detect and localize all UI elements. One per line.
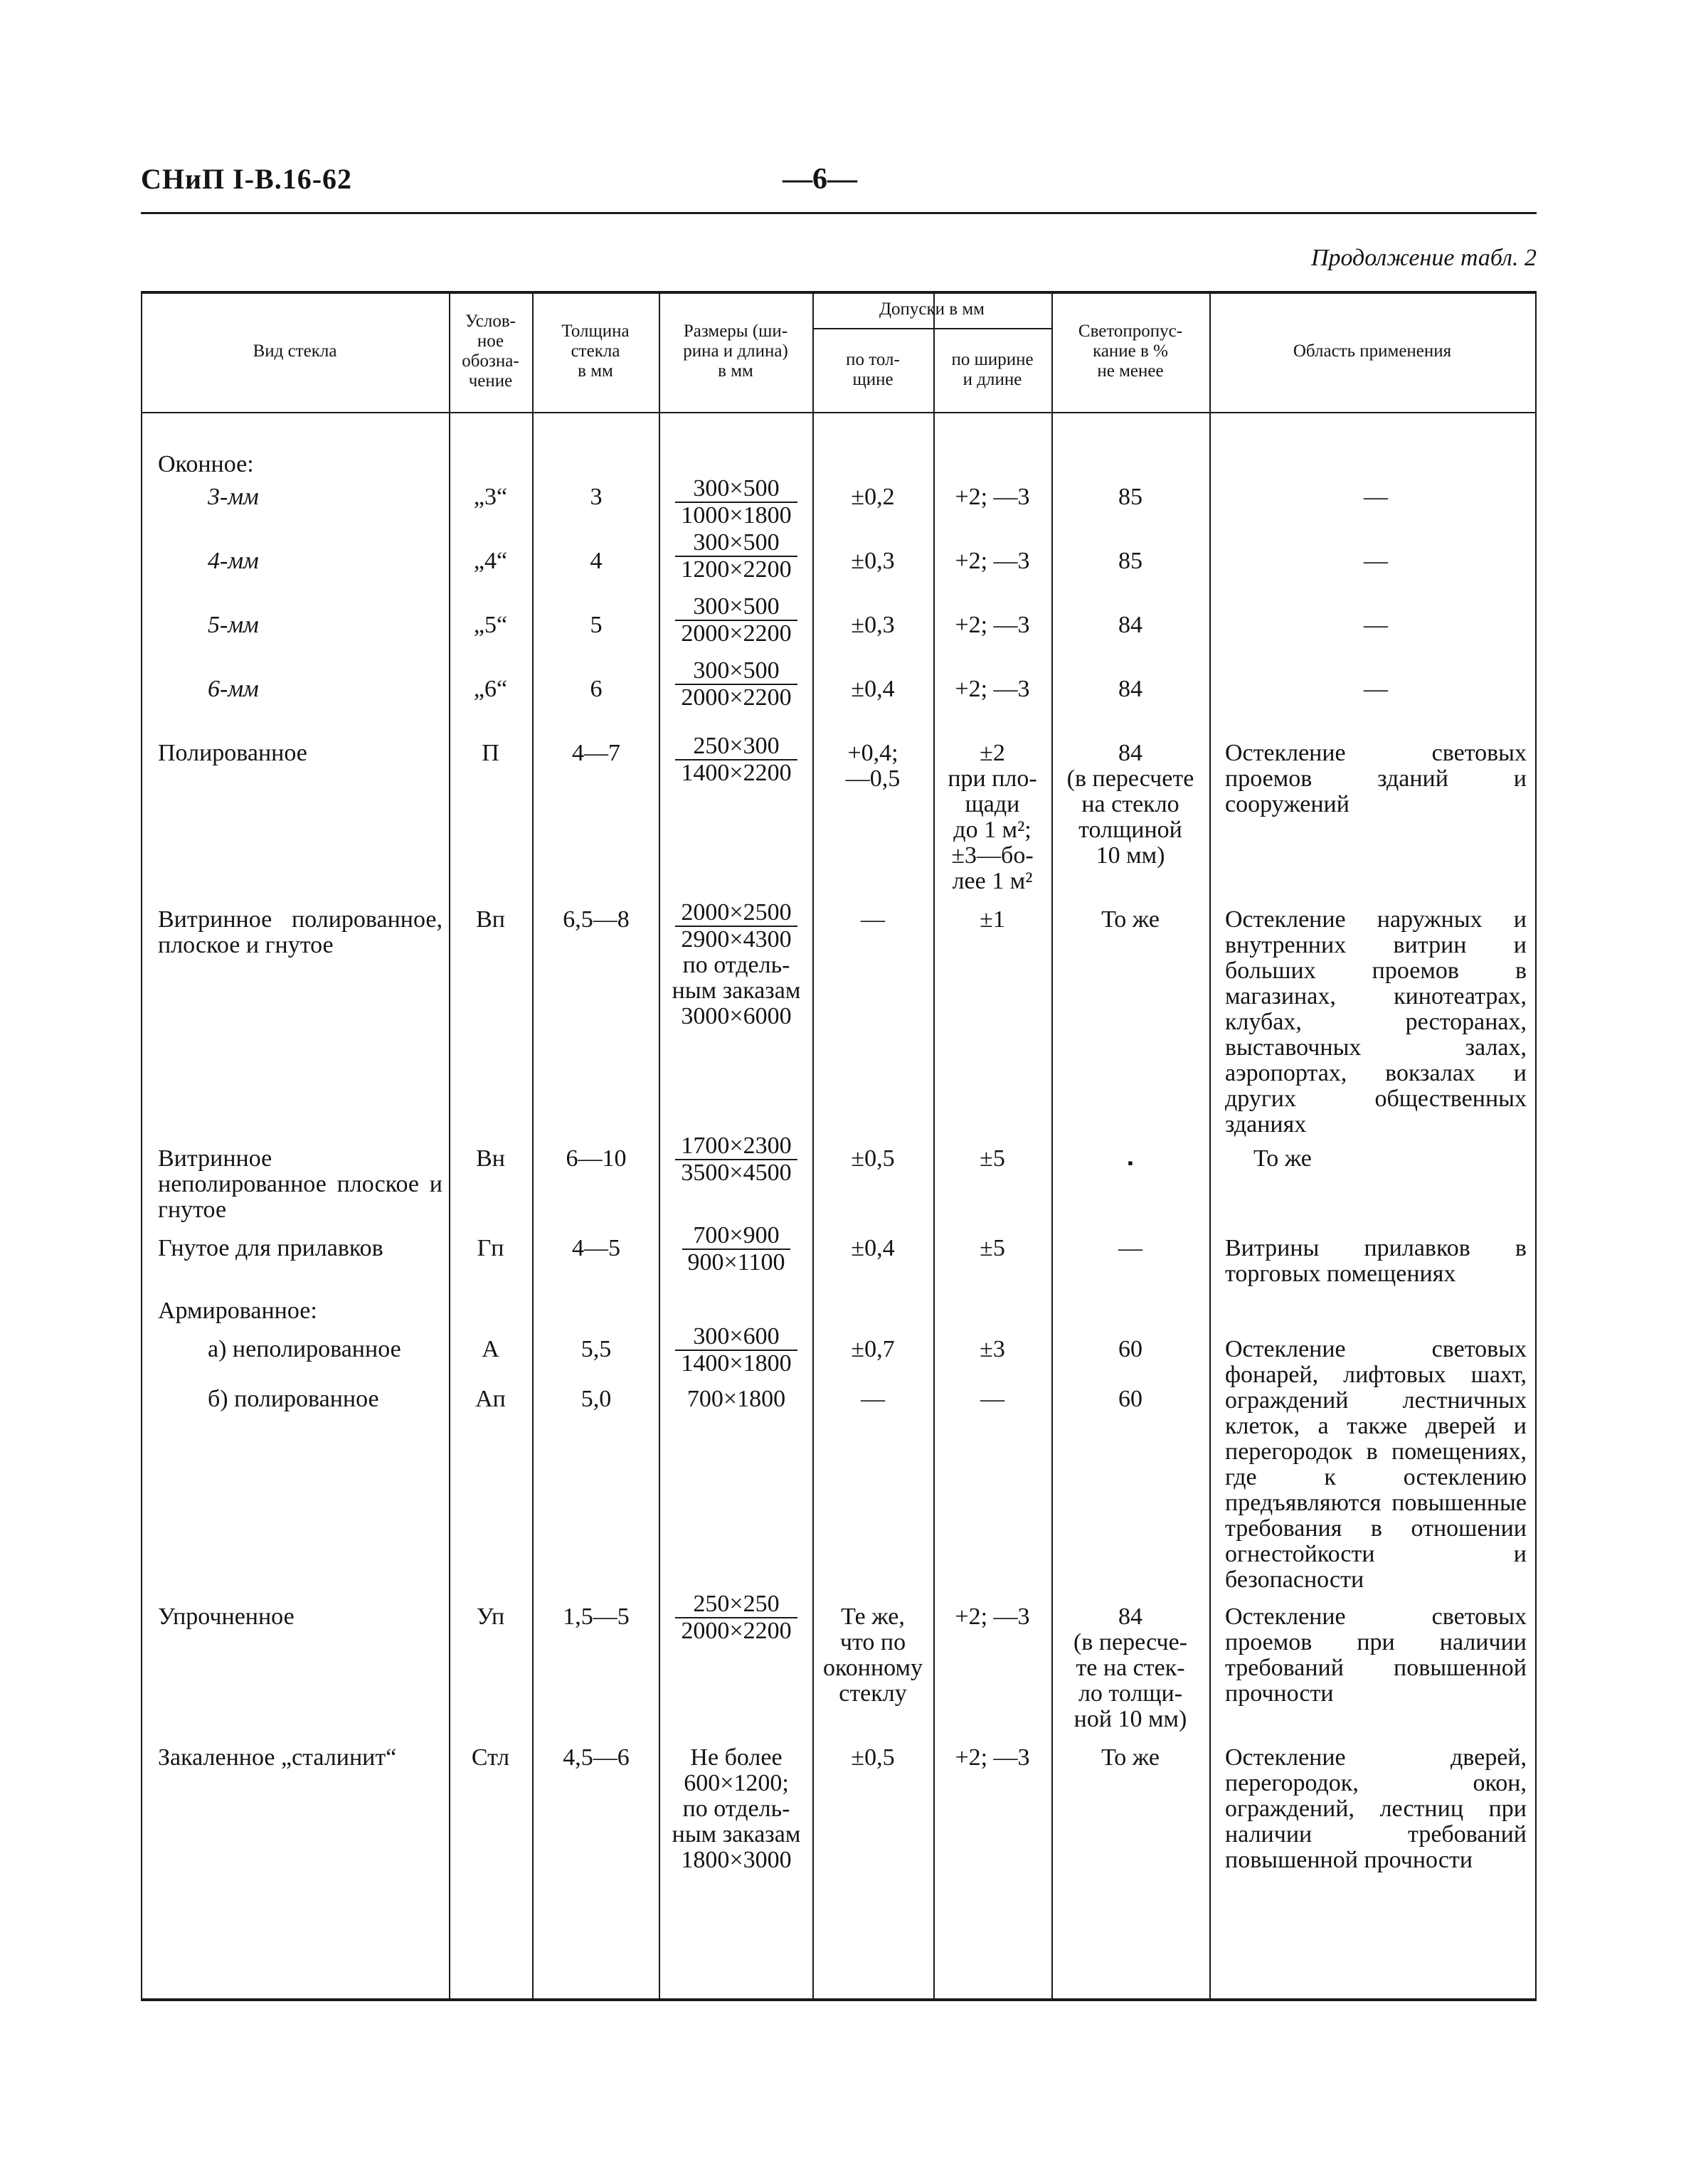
application: Остекление дверей, перегородок, окон, ограждений, лестниц при наличии требований повышенной прочности xyxy=(1225,1744,1527,1873)
tolerance-width: ±5 xyxy=(980,1145,1005,1172)
table-rule-left xyxy=(141,291,142,2001)
glass-type-name: Упрочненное xyxy=(158,1603,295,1630)
glass-sizes: Не более 600×1200; по отдель- ным заказам 1800×3000 xyxy=(672,1744,801,1873)
tolerance-thickness: ±0,3 xyxy=(851,612,895,638)
glass-code: А xyxy=(482,1336,499,1362)
size-max: 2900×4300 xyxy=(681,926,792,953)
application: — xyxy=(1364,484,1388,510)
glass-thickness: 6—10 xyxy=(566,1145,627,1172)
glass-code: Ап xyxy=(475,1386,506,1412)
header-tolerance-thickness: по тол- щине xyxy=(846,350,900,389)
light-transmission: 60 xyxy=(1118,1336,1142,1362)
glass-type-name: Витринное неполированное плоское и гнутое xyxy=(158,1145,442,1223)
size-min: 250×250 xyxy=(675,1591,797,1618)
tolerance-width: +2; —3 xyxy=(955,676,1030,702)
glass-type-name: 5-мм xyxy=(208,612,259,638)
application: — xyxy=(1364,548,1388,574)
glass-sizes xyxy=(659,1324,814,1377)
tolerance-width: ±1 xyxy=(980,906,1005,933)
size-max: 2000×2200 xyxy=(681,620,792,647)
document-code: СНиП I-В.16-62 xyxy=(141,163,353,195)
application: То же xyxy=(1253,1145,1312,1172)
glass-type-name: а) неполированное xyxy=(208,1336,401,1362)
light-transmission: 84 (в пересчете на стекло толщиной 10 мм) xyxy=(1066,740,1194,869)
tolerance-width: ±3 xyxy=(980,1336,1005,1362)
size-max: 3500×4500 xyxy=(681,1160,792,1186)
glass-thickness: 4—5 xyxy=(572,1235,620,1261)
header-application: Область применения xyxy=(1293,341,1452,361)
tolerance-thickness: ±0,5 xyxy=(851,1145,895,1172)
glass-sizes xyxy=(659,594,814,647)
glass-thickness: 5 xyxy=(590,612,603,638)
light-transmission: 85 xyxy=(1118,484,1142,510)
size-min: 700×900 xyxy=(682,1223,791,1250)
tolerance-width: +2; —3 xyxy=(955,548,1030,574)
header-code: Услов- ное обозна- чение xyxy=(462,312,519,391)
tolerance-width: +2; —3 xyxy=(955,612,1030,638)
application: Остекление световых фонарей, лифтовых шахт, ограждений лестничных клеток, а также дверей и перегородок в помещениях, где к остеклению предъявляются повышенные требования в отношении огнестойкости и безопасности xyxy=(1225,1336,1527,1593)
tolerance-width: — xyxy=(980,1386,1004,1412)
glass-code: Вн xyxy=(476,1145,505,1172)
glass-type-name: б) полированное xyxy=(208,1386,379,1412)
glass-type-name: Полированное xyxy=(158,740,307,766)
glass-thickness: 6 xyxy=(590,676,603,702)
size-min: 300×500 xyxy=(675,658,797,685)
size-max: 1200×2200 xyxy=(681,556,792,583)
page-number: —6— xyxy=(783,163,857,196)
tolerance-thickness: — xyxy=(861,906,885,933)
glass-type-name: 4-мм xyxy=(208,548,259,574)
light-transmission: 84 xyxy=(1118,612,1142,638)
glass-type-name: Закаленное „сталинит“ xyxy=(158,1744,397,1771)
glass-type-name: Гнутое для прилавков xyxy=(158,1235,383,1261)
glass-type-name: Армированное: xyxy=(158,1298,317,1324)
light-transmission: 84 xyxy=(1118,676,1142,702)
glass-code: „5“ xyxy=(473,612,508,638)
size-min: 300×600 xyxy=(675,1324,797,1351)
table-rule-col7 xyxy=(1209,291,1211,2001)
size-max: 900×1100 xyxy=(687,1249,785,1276)
header-bottom-rule xyxy=(141,412,1537,413)
header-light-transmission: Светопропус- кание в % не менее xyxy=(1078,322,1183,381)
application: Остекление наружных и внутренних витрин и больших проемов в магазинах, кинотеатрах, клубах, ресторанах, выставочных залах, аэропортах, вокзалах и других общественных зданиях xyxy=(1225,906,1527,1138)
size-min: 300×500 xyxy=(675,594,797,621)
glass-thickness: 3 xyxy=(590,484,603,510)
application: Остекление световых проемов зданий и сооружений xyxy=(1225,740,1527,817)
glass-sizes: 700×1800 xyxy=(686,1386,786,1412)
glass-type-name: Оконное: xyxy=(158,451,254,477)
tolerance-thickness: +0,4; —0,5 xyxy=(845,740,901,792)
light-transmission: 85 xyxy=(1118,548,1142,574)
glass-code: „6“ xyxy=(473,676,508,702)
size-min: 2000×2500 xyxy=(675,900,797,927)
size-min: 1700×2300 xyxy=(675,1133,797,1160)
glass-sizes xyxy=(659,658,814,711)
glass-type-name: 6-мм xyxy=(208,676,259,702)
page-header xyxy=(141,162,1537,214)
header-glass-type: Вид стекла xyxy=(253,341,337,361)
glass-thickness: 4—7 xyxy=(572,740,620,766)
glass-sizes xyxy=(659,733,814,786)
light-transmission: ▪ xyxy=(1128,1154,1133,1172)
glass-thickness: 4,5—6 xyxy=(563,1744,630,1771)
tolerance-thickness: ±0,5 xyxy=(851,1744,895,1771)
size-max: 1000×1800 xyxy=(681,502,792,529)
table-rule-right xyxy=(1535,291,1537,2001)
tolerance-width: ±5 xyxy=(980,1235,1005,1261)
glass-code: Стл xyxy=(471,1744,510,1771)
size-special-order: по отдель- ным заказам 3000×6000 xyxy=(672,952,801,1029)
size-max: 2000×2200 xyxy=(681,684,792,711)
application: Витрины прилавков в торговых помещениях xyxy=(1225,1235,1527,1287)
tolerance-thickness: ±0,7 xyxy=(851,1336,895,1362)
glass-code: Вп xyxy=(476,906,505,933)
header-sizes: Размеры (ши- рина и длина) в мм xyxy=(683,322,788,381)
glass-thickness: 1,5—5 xyxy=(563,1603,630,1630)
glass-type-name: Витринное полированное, плоское и гнутое xyxy=(158,906,442,958)
tolerance-thickness: ±0,2 xyxy=(851,484,895,510)
glass-thickness: 6,5—8 xyxy=(563,906,630,933)
size-min: 250×300 xyxy=(675,733,797,760)
tolerance-width: +2; —3 xyxy=(955,1603,1030,1630)
header-tolerance-width: по ширине и длине xyxy=(951,350,1034,389)
glass-thickness: 4 xyxy=(590,548,603,574)
tolerance-width: +2; —3 xyxy=(955,484,1030,510)
glass-thickness: 5,5 xyxy=(580,1336,612,1362)
size-max: 2000×2200 xyxy=(681,1618,792,1644)
glass-types-table xyxy=(141,291,1537,2001)
glass-sizes xyxy=(659,1133,814,1186)
size-max: 1400×1800 xyxy=(681,1350,792,1377)
tolerance-thickness: ±0,4 xyxy=(851,676,895,702)
light-transmission: 60 xyxy=(1118,1386,1142,1412)
glass-sizes xyxy=(659,530,814,583)
glass-sizes xyxy=(659,1223,814,1276)
application: — xyxy=(1364,612,1388,638)
light-transmission: То же xyxy=(1101,1744,1160,1771)
glass-code: Гп xyxy=(477,1235,504,1261)
glass-sizes xyxy=(659,1591,814,1644)
glass-sizes xyxy=(659,900,814,1029)
tolerance-thickness: Те же, что по оконному стеклу xyxy=(822,1603,923,1707)
glass-type-name: 3-мм xyxy=(208,484,259,510)
glass-thickness: 5,0 xyxy=(580,1386,612,1412)
tolerance-thickness: ±0,4 xyxy=(851,1235,895,1261)
tolerance-thickness: ±0,3 xyxy=(851,548,895,574)
tolerance-width: ±2 при пло- щади до 1 м²; ±3—бо- лее 1 м² xyxy=(948,740,1037,894)
light-transmission: — xyxy=(1118,1235,1142,1261)
header-thickness: Толщина стекла в мм xyxy=(561,322,630,381)
header-tolerances: Допуски в мм xyxy=(879,299,985,319)
size-max: 1400×2200 xyxy=(681,760,792,786)
light-transmission: 84 (в пересче- те на стек- ло толщи- ной 10 мм) xyxy=(1073,1603,1188,1732)
glass-code: „4“ xyxy=(473,548,508,574)
light-transmission: То же xyxy=(1101,906,1160,933)
application: Остекление световых проемов при наличии требований повышенной прочности xyxy=(1225,1603,1527,1707)
application: — xyxy=(1364,676,1388,702)
glass-code: П xyxy=(482,740,499,766)
table-continuation-label: Продолжение табл. 2 xyxy=(1310,245,1537,271)
glass-code: Уп xyxy=(476,1603,505,1630)
glass-code: „3“ xyxy=(473,484,508,510)
glass-sizes xyxy=(659,476,814,529)
tolerance-width: +2; —3 xyxy=(955,1744,1030,1771)
size-min: 300×500 xyxy=(675,530,797,557)
tolerance-thickness: — xyxy=(861,1386,885,1412)
size-min: 300×500 xyxy=(675,476,797,503)
